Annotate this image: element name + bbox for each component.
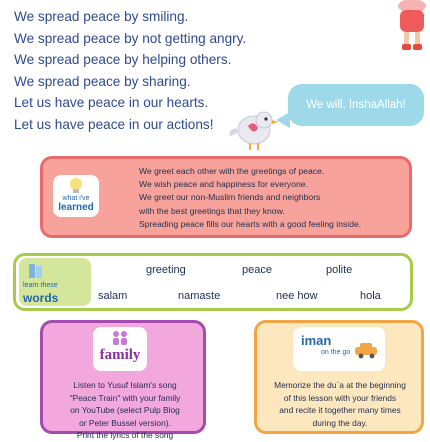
family-box [40,320,206,440]
learned-badge-title: learned [58,202,94,213]
learned-badge-small: what i've [62,195,90,202]
intro-line: Let us have peace in our hearts. [14,95,209,111]
words-badge-small: learn these [23,282,58,289]
family-line: Listen to Yusuf Islam's song [73,380,177,390]
iman-line: Memorize the du`a at the beginning [274,380,406,390]
word-item: namaste [178,290,221,302]
learned-line: We greet our non-Muslim friends and neighbors [139,192,321,203]
word-item: salam [98,290,128,302]
family-icon [111,330,129,346]
learned-line: We greet each other with the greetings of peace. [139,166,325,176]
family-badge [93,327,147,371]
intro-line: We spread peace by not getting angry. [14,30,247,46]
learn-these-words-box [13,253,413,311]
iman-badge-title: iman [301,333,332,348]
intro-line: We spread peace by sharing. [14,73,191,89]
words-badge [19,258,91,306]
intro-line: Let us have peace in our actions! [14,116,214,132]
iman-line: and recite it together many times [279,405,401,415]
speech-bubble: We will, InshaAllah! [288,84,424,126]
learned-text [139,165,409,231]
girl-illustration [382,0,430,52]
intro-line: We spread peace by smiling. [14,9,189,24]
learned-line: with the best greetings that they know. [139,205,285,216]
learned-line: We wish peace and happiness for everyone. [139,179,308,190]
word-item: nee how [276,290,318,302]
family-line: or Peter Bussel version). [79,417,171,428]
word-item: peace [242,264,272,276]
intro-line: We spread peace by helping others. [14,52,232,68]
family-text [51,379,199,442]
car-icon [353,341,379,359]
iman-badge-sub: on the go [321,349,351,356]
iman-text [263,379,417,429]
iman-on-the-go-box [254,320,424,434]
word-item: polite [326,264,353,276]
iman-line: during the day. [312,417,368,428]
iman-line: of this lesson with your friends [283,392,397,403]
words-badge-title: words [23,291,59,305]
word-item: hola [360,290,381,302]
what-ive-learned-box [40,156,412,238]
family-line: on YouTube (select Pulp Blog [70,405,180,415]
iman-badge [293,327,385,371]
learned-badge [53,175,99,217]
family-badge-title: family [99,347,141,363]
bird-illustration [228,106,288,152]
book-icon [27,262,45,280]
family-line: "Peace Train" with your family [69,392,181,403]
lightbulb-icon [68,177,84,195]
family-line: Print the lyrics of the song [76,430,174,440]
word-item: greeting [146,264,186,276]
learned-line: Spreading peace fills our hearts with a good feeling inside. [139,218,362,229]
